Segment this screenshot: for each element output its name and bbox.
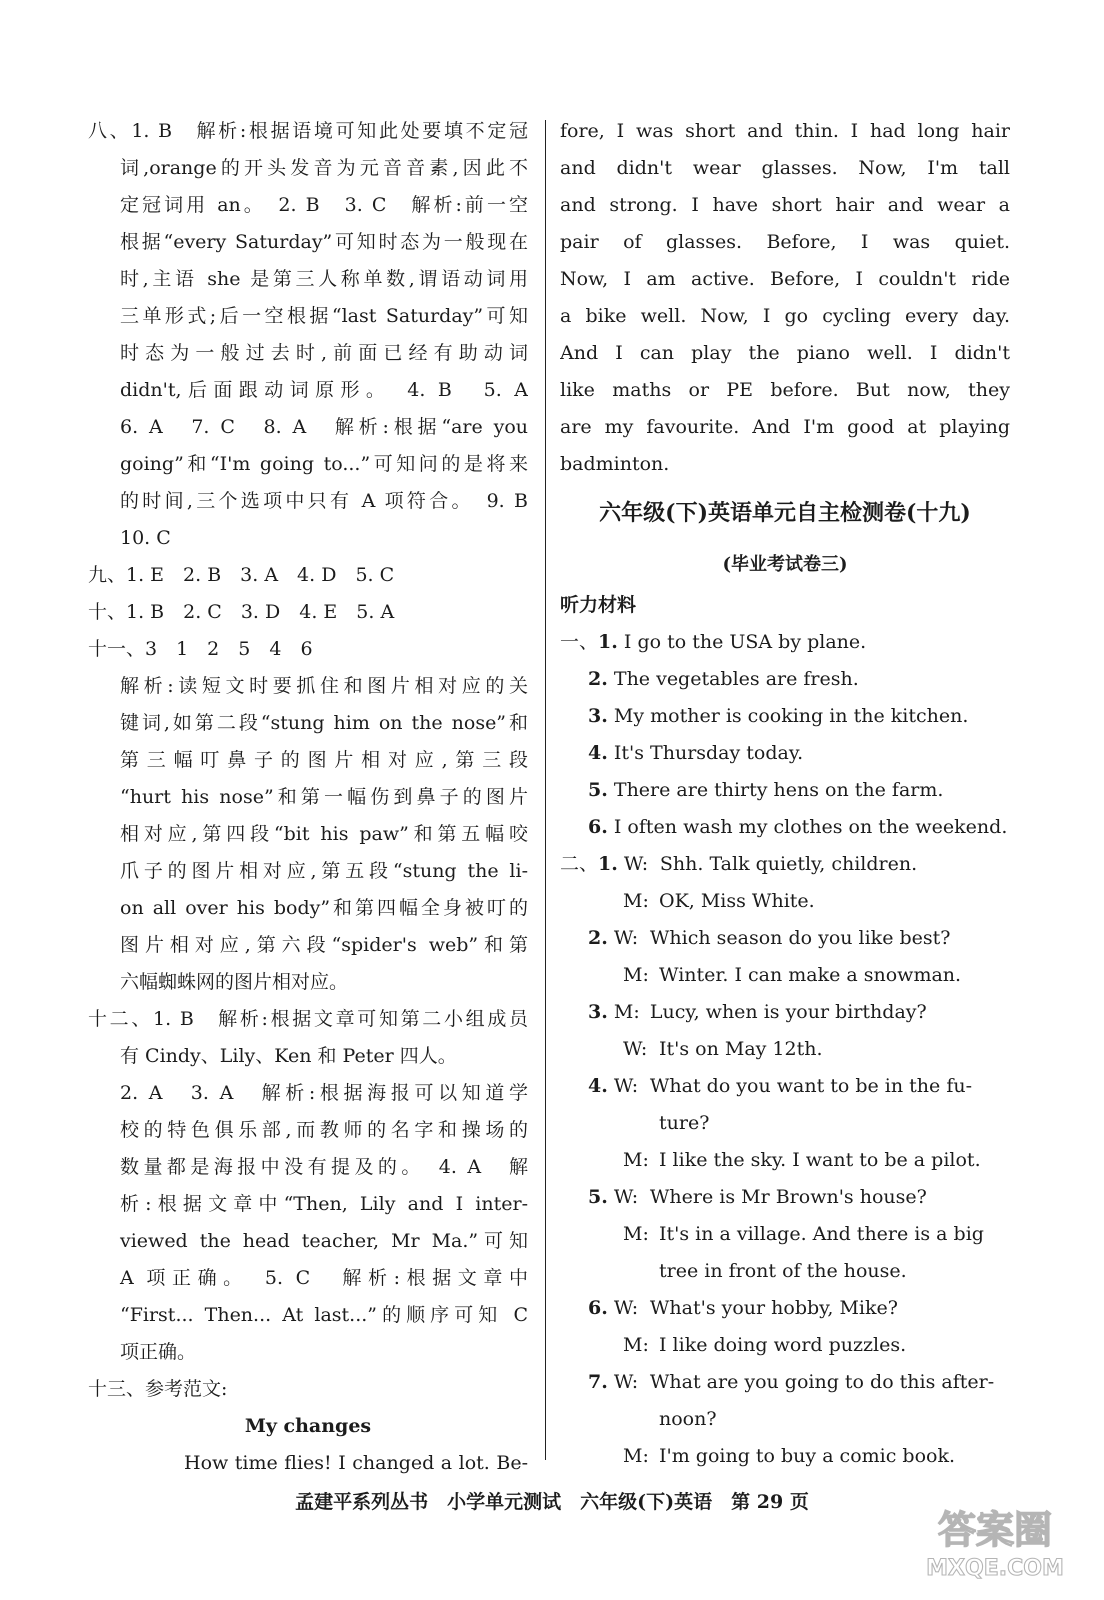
text-line: are my favourite. And I'm good at playing [560,416,1010,438]
text-line: on all over his body”和第四幅全身被叮的 [120,897,528,919]
list-item: 4. It's Thursday today. [588,742,804,764]
text-line: 析:根据文章中“Then, Lily and I inter- [120,1193,528,1215]
text-line: didn't,后面跟动词原形。 4. B 5. A [120,379,528,401]
dialogue-line: M: Winter. I can make a snowman. [623,964,962,986]
text-line: 的时间,三个选项中只有 A 项符合。 9. B [120,490,528,512]
listening-part-2 [560,846,1010,1475]
dialogue-line: 6. W: What's your hobby, Mike? [588,1297,898,1319]
text-line: and strong. I have short hair and wear a [560,194,1010,216]
dialogue-line: 3. M: Lucy, when is your birthday? [588,1001,927,1023]
text-line: 时态为一般过去时,前面已经有助动词 [120,342,528,364]
text-line: 时,主语 she 是第三人称单数,谓语动词用 [120,268,528,290]
dialogue-line: W: It's on May 12th. [623,1038,823,1060]
text-line: 爪子的图片相对应,第五段“stung the li- [120,860,528,882]
text-line: 键词,如第二段“stung him on the nose”和 [120,712,528,734]
text-line: 六幅蜘蛛网的图片相对应。 [120,971,349,993]
text-line: 项正确。 [120,1341,197,1363]
text-line: 根据“every Saturday”可知时态为一般现在 [120,231,528,253]
dialogue-line: 2. W: Which season do you like best? [588,927,951,949]
text-line: 数量都是海报中没有提及的。 4. A 解 [120,1156,528,1178]
section-10: 十、1. B 2. C 3. D 4. E 5. A [88,601,395,623]
section-9: 九、1. E 2. B 3. A 4. D 5. C [88,564,395,586]
section-11 [88,631,528,1001]
text-line: And I can play the piano well. I didn't [560,342,1010,364]
text-line: 三单形式;后一空根据“last Saturday”可知 [120,305,528,327]
dialogue-line: 7. W: What are you going to do this after- [588,1371,995,1393]
text-line: A 项正确。 5. C 解析:根据文章中 [120,1267,528,1289]
column-divider [545,120,546,1460]
essay-continuation [560,113,1010,483]
text-line: 解析:读短文时要抓住和图片相对应的关 [120,675,528,697]
text-line: 第三幅叮鼻子的图片相对应,第三段 [120,749,528,771]
right-column [560,113,1010,1475]
section-12 [88,1001,528,1371]
text-line: 图片相对应,第六段“spider's web”和第 [120,934,528,956]
section-13-label: 十三、参考范文: [88,1378,228,1400]
test-subtitle: (毕业考试卷三) [722,554,848,575]
dialogue-line: 4. W: What do you want to be in the fu- [588,1075,973,1097]
text-line: 校的特色俱乐部,而教师的名字和操场的 [120,1119,528,1141]
dialogue-line: M: It's in a village. And there is a big [623,1223,984,1245]
text-line: 6. A 7. C 8. A 解析:根据“are you [120,416,528,438]
text-line: badminton. [560,453,670,475]
dialogue-line: M: I like doing word puzzles. [623,1334,907,1356]
part-label: 二、 [560,853,599,875]
list-item: 5. There are thirty hens on the farm. [588,779,944,801]
list-item: 一、1. I go to the USA by plane. [560,631,867,653]
list-item: 6. I often wash my clothes on the weekend. [588,816,1008,838]
text-line: 十一、3 1 2 5 4 6 [88,638,313,660]
page-footer: 孟建平系列丛书 小学单元测试 六年级(下)英语 第 29 页 [295,1491,809,1513]
text-line: 八、1. B 解析:根据语境可知此处要填不定冠 [88,120,528,142]
test-title: 六年级(下)英语单元自主检测卷(十九) [599,500,971,526]
dialogue-line: ture? [659,1112,710,1134]
listening-label: 听力材料 [560,594,637,616]
text-line: like maths or PE before. But now, they [560,379,1010,401]
text-line: 定冠词用 an。 2. B 3. C 解析:前一空 [120,194,528,216]
list-item: 2. The vegetables are fresh. [588,668,859,690]
watermark-text: 答案圈 [937,1508,1053,1552]
essay-title: My changes [244,1415,372,1437]
text-line: and didn't wear glasses. Now, I'm tall [560,157,1010,179]
dialogue-line: M: OK, Miss White. [623,890,815,912]
dialogue-line: M: I'm going to buy a comic book. [623,1445,956,1467]
text-line: “hurt his nose”和第一幅伤到鼻子的图片 [120,786,528,808]
text-line: 十二、1. B 解析:根据文章可知第二小组成员 [88,1008,528,1030]
dialogue-line: tree in front of the house. [659,1260,907,1282]
section-8 [88,113,528,557]
part-label: 一、 [560,631,599,653]
dialogue-line: 二、1. W: Shh. Talk quietly, children. [560,853,918,875]
text-line: Now, I am active. Before, I couldn't ride [560,268,1010,290]
essay-first-line: How time flies! I changed a lot. Be- [184,1452,528,1474]
text-line: 相对应,第四段“bit his paw”和第五幅咬 [120,823,528,845]
left-column [88,113,528,1482]
list-item: 3. My mother is cooking in the kitchen. [588,705,969,727]
text-line: pair of glasses. Before, I was quiet. [560,231,1010,253]
text-line: 有 Cindy、Lily、Ken 和 Peter 四人。 [120,1045,457,1067]
text-line: going”和“I'm going to...”可知问的是将来 [120,453,528,475]
watermark-url: MXQE.COM [926,1556,1064,1581]
text-line: 10. C [120,527,171,549]
watermark-logo [910,1495,1080,1585]
text-line: “First... Then... At last...”的顺序可知 C [120,1304,528,1326]
listening-part-1 [560,624,1010,846]
text-line: a bike well. Now, I go cycling every day. [560,305,1010,327]
text-line: fore, I was short and thin. I had long hair [560,120,1010,142]
text-line: 词,orange的开头发音为元音音素,因此不 [120,157,528,179]
text-line: 2. A 3. A 解析:根据海报可以知道学 [120,1082,528,1104]
dialogue-line: M: I like the sky. I want to be a pilot. [623,1149,981,1171]
text-line: viewed the head teacher, Mr Ma.”可知 [120,1230,528,1252]
dialogue-line: noon? [659,1408,717,1430]
dialogue-line: 5. W: Where is Mr Brown's house? [588,1186,927,1208]
